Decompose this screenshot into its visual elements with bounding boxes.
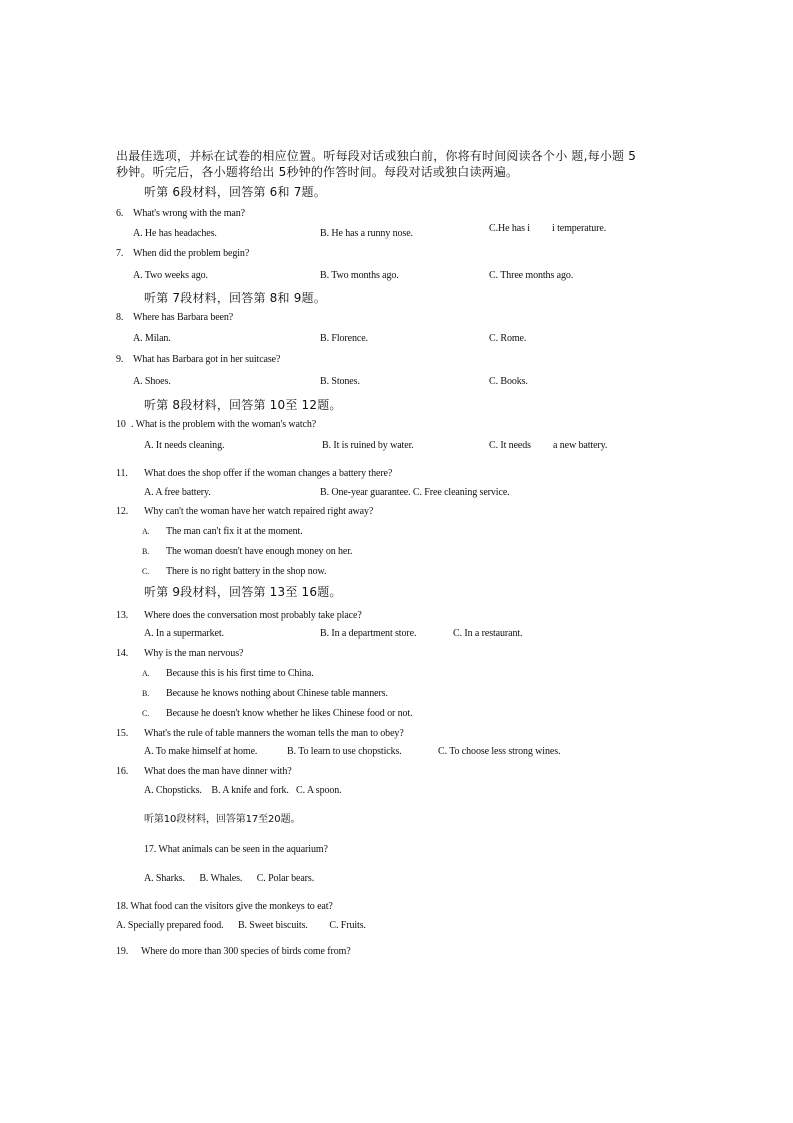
question-number: 7. xyxy=(116,248,124,259)
question-number: 11. xyxy=(116,468,128,479)
question-text: Why is the man nervous? xyxy=(144,648,244,659)
question-text: What has Barbara got in her suitcase? xyxy=(133,354,281,365)
option-a: A. To make himself at home. xyxy=(144,746,258,757)
option-b: B. It is ruined by water. xyxy=(322,440,414,451)
option-b: B. In a department store. xyxy=(320,628,417,639)
section-8-heading: 听第 8段材料，回答第 10至 12题。 xyxy=(144,398,342,412)
option-c: C. To choose less strong wines. xyxy=(438,746,561,757)
option-c-part2: a new battery. xyxy=(553,440,608,451)
option-c-part1: C.He has i xyxy=(489,223,530,234)
option-c-part2: i temperature. xyxy=(552,223,607,234)
options-abc: A. Chopsticks. B. A knife and fork. C. A spoon. xyxy=(144,785,342,796)
option-b: B. To learn to use chopsticks. xyxy=(287,746,402,757)
question-text: Where does the conversation most probably take place? xyxy=(144,610,362,621)
question-text: . What is the problem with the woman's watch? xyxy=(131,419,317,430)
section-7-heading: 听第 7段材料，回答第 8和 9题。 xyxy=(144,291,326,305)
question-text: Where has Barbara been? xyxy=(133,312,234,323)
option-a: A. He has headaches. xyxy=(133,228,217,239)
option-a-label: A. xyxy=(142,669,150,678)
options-abc: A. Sharks. B. Whales. C. Polar bears. xyxy=(144,873,315,884)
question-text: 17. What animals can be seen in the aquarium? xyxy=(144,844,328,855)
question-number: 19. xyxy=(116,946,129,957)
option-c: Because he doesn't know whether he likes Chinese food or not. xyxy=(166,708,413,719)
section-10-heading: 听第10段材料，回答第17至20题。 xyxy=(144,814,301,825)
section-6-heading: 听第 6段材料，回答第 6和 7题。 xyxy=(144,185,326,199)
question-number: 8. xyxy=(116,312,124,323)
question-number: 16. xyxy=(116,766,129,777)
question-text: Where do more than 300 species of birds come from? xyxy=(141,946,351,957)
option-c: C. Rome. xyxy=(489,333,527,344)
option-c-label: C. xyxy=(142,709,150,718)
option-b-label: B. xyxy=(142,689,150,698)
option-a: The man can't fix it at the moment. xyxy=(166,526,303,537)
option-b: Because he knows nothing about Chinese table manners. xyxy=(166,688,388,699)
option-a: A. Two weeks ago. xyxy=(133,270,208,281)
intro-line-2: 秒钟。听完后，各小题将给出 5秒钟的作答时间。每段对话或独白读两遍。 xyxy=(116,165,519,179)
question-text: When did the problem begin? xyxy=(133,248,250,259)
option-a-label: A. xyxy=(142,527,150,536)
option-a: A. In a supermarket. xyxy=(144,628,224,639)
question-text: What does the shop offer if the woman changes a battery there? xyxy=(144,468,393,479)
question-text: What does the man have dinner with? xyxy=(144,766,292,777)
question-number: 13. xyxy=(116,610,129,621)
section-9-heading: 听第 9段材料，回答第 13至 16题。 xyxy=(144,585,342,599)
option-c-part1: C. It needs xyxy=(489,440,531,451)
option-c: There is no right battery in the shop now. xyxy=(166,566,327,577)
option-c-label: C. xyxy=(142,567,150,576)
option-a: A. Milan. xyxy=(133,333,171,344)
option-b: The woman doesn't have enough money on her. xyxy=(166,546,353,557)
question-text: What's wrong with the man? xyxy=(133,208,245,219)
option-c: C. Books. xyxy=(489,376,528,387)
question-number: 10 xyxy=(116,419,126,430)
option-b: B. Two months ago. xyxy=(320,270,399,281)
option-b: B. He has a runny nose. xyxy=(320,228,413,239)
option-a: A. Shoes. xyxy=(133,376,171,387)
option-a: A. A free battery. xyxy=(144,487,211,498)
question-number: 12. xyxy=(116,506,129,517)
question-number: 15. xyxy=(116,728,129,739)
option-b-c: B. One-year guarantee. C. Free cleaning service. xyxy=(320,487,510,498)
question-text: What's the rule of table manners the woman tells the man to obey? xyxy=(144,728,404,739)
option-a: A. It needs cleaning. xyxy=(144,440,225,451)
intro-line-1: 出最佳选项，并标在试卷的相应位置。听每段对话或独白前，你将有时间阅读各个小 题,每小题 5 xyxy=(116,149,637,163)
question-number: 14. xyxy=(116,648,129,659)
question-number: 9. xyxy=(116,354,124,365)
question-number: 6. xyxy=(116,208,124,219)
option-a: Because this is his first time to China. xyxy=(166,668,314,679)
option-b: B. Florence. xyxy=(320,333,368,344)
question-text: 18. What food can the visitors give the monkeys to eat? xyxy=(116,901,333,912)
option-b-label: B. xyxy=(142,547,150,556)
options-abc: A. Specially prepared food. B. Sweet biscuits. C. Fruits. xyxy=(116,920,366,931)
question-text: Why can't the woman have her watch repaired right away? xyxy=(144,506,374,517)
option-b: B. Stones. xyxy=(320,376,360,387)
option-c: C. In a restaurant. xyxy=(453,628,523,639)
option-c: C. Three months ago. xyxy=(489,270,574,281)
